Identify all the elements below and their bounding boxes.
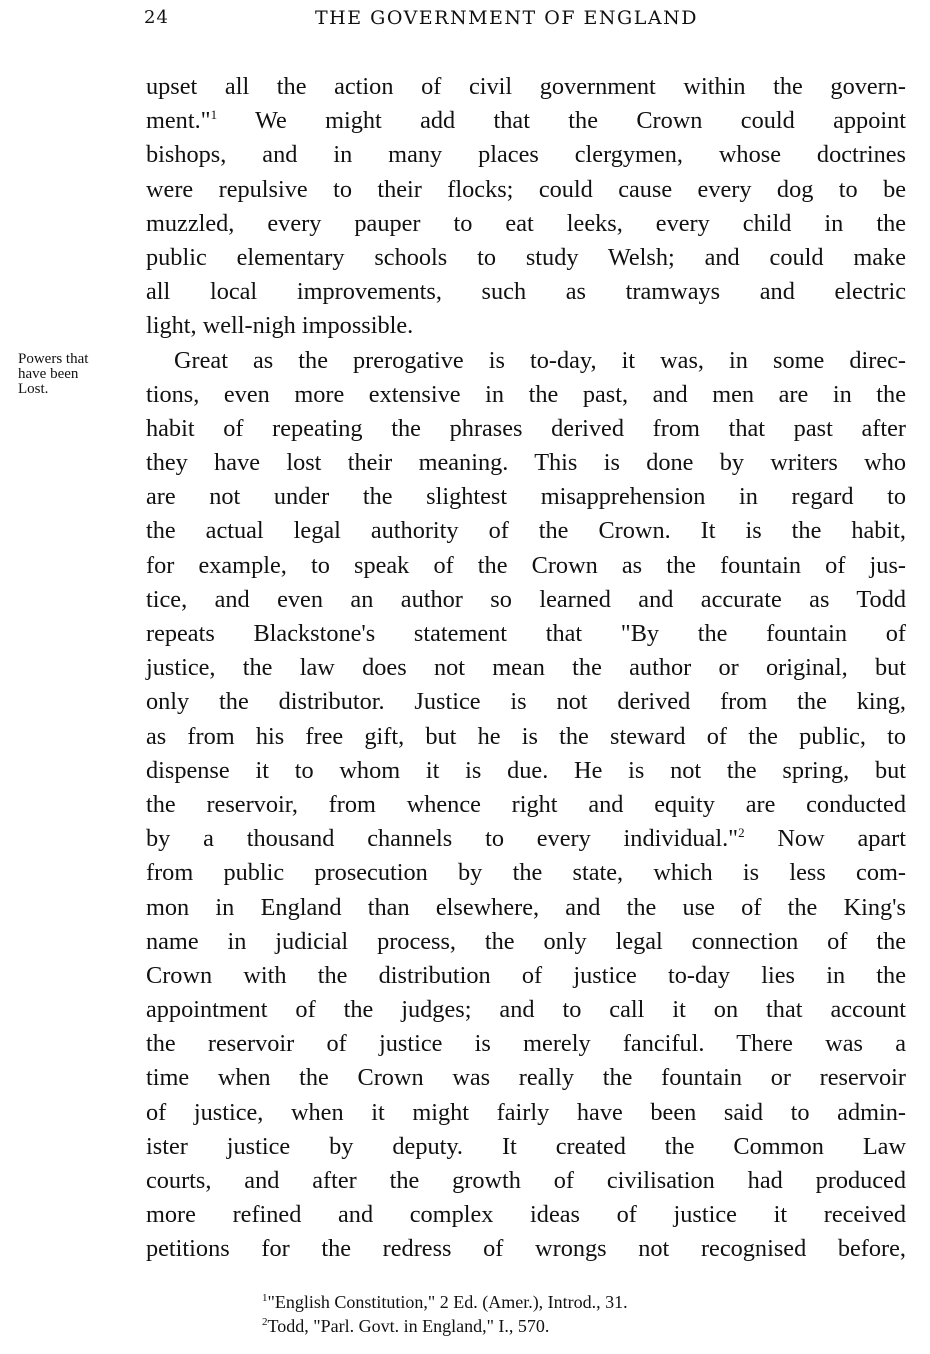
margin-note-line: Powers that [18, 351, 89, 367]
text-line: habit of repeating the phrases derived from that past after [146, 414, 906, 442]
text-line: the reservoir, from whence right and equity are conducted [146, 790, 906, 818]
text-line: from public prosecution by the state, which is less com- [146, 859, 906, 887]
margin-note-line: have been [18, 366, 79, 382]
margin-note-line: Lost. [18, 381, 49, 397]
footnote [262, 1290, 628, 1314]
text-line: upset all the action of civil government within the govern- [146, 73, 906, 100]
text-fragment: by a thousand channels to every individual." [146, 825, 739, 853]
text-line: petitions for the redress of wrongs not recognised before, [146, 1235, 906, 1263]
text-line: light, well-nigh impossible. [146, 312, 414, 340]
footnote-ref: 1 [210, 107, 218, 123]
body-text [146, 70, 906, 1267]
text-line: for example, to speak of the Crown as the fountain of jus- [146, 551, 906, 579]
margin-note [18, 352, 130, 397]
text-line: as from his free gift, but he is the steward of the public, to [146, 722, 906, 750]
text-line: appointment of the judges; and to call it on that account [146, 996, 906, 1024]
footnote-mark: 1 [262, 1292, 268, 1304]
text-fragment: Now apart [744, 825, 907, 853]
text-line: dispense it to whom it is due. He is not the spring, but [146, 756, 906, 784]
text-fragment: ment." [146, 107, 211, 135]
text-line: time when the Crown was really the fountain or reservoir [146, 1064, 906, 1092]
text-line: they have lost their meaning. This is done by writers who [146, 449, 906, 477]
text-line: of justice, when it might fairly have been said to admin- [146, 1098, 906, 1126]
footnote-text: Todd, "Parl. Govt. in England," I., 570. [267, 1316, 550, 1336]
footnotes [262, 1290, 628, 1338]
text-line: mon in England than elsewhere, and the use of the King's [146, 893, 906, 921]
text-line: the reservoir of justice is merely fanciful. There was a [146, 1030, 906, 1058]
text-line: Crown with the distribution of justice to-day lies in the [146, 961, 906, 989]
running-head: THE GOVERNMENT OF ENGLAND [315, 7, 698, 29]
footnote-text: "English Constitution," 2 Ed. (Amer.), Introd., 31. [267, 1292, 628, 1312]
text-line: ister justice by deputy. It created the Common Law [146, 1132, 906, 1160]
text-line: name in judicial process, the only legal connection of the [146, 927, 906, 955]
footnote [262, 1314, 628, 1338]
text-line [146, 822, 906, 856]
text-line: were repulsive to their flocks; could cause every dog to be [146, 175, 906, 203]
footnote-ref: 2 [738, 825, 745, 841]
text-line: public elementary schools to study Welsh; and could make [146, 243, 906, 271]
text-line: courts, and after the growth of civilisation had produced [146, 1167, 906, 1194]
text-line: Great as the prerogative is to-day, it was, in some direc- [174, 346, 906, 374]
text-line: only the distributor. Justice is not derived from the king, [146, 688, 906, 716]
text-line: repeats Blackstone's statement that "By the fountain of [146, 620, 906, 647]
text-line: all local improvements, such as tramways and electric [146, 278, 906, 306]
text-line: are not under the slightest misapprehension in regard to [146, 483, 906, 511]
text-line: tions, even more extensive in the past, and men are in the [146, 380, 906, 408]
text-line: muzzled, every pauper to eat leeks, every child in the [146, 209, 906, 237]
text-line: justice, the law does not mean the author or original, but [146, 654, 906, 682]
text-line: tice, and even an author so learned and accurate as Todd [146, 585, 906, 613]
footnote-mark: 2 [262, 1316, 268, 1328]
text-line [146, 104, 906, 138]
text-line: the actual legal authority of the Crown. It is the habit, [146, 517, 906, 545]
text-line: more refined and complex ideas of justice it received [146, 1201, 906, 1229]
text-fragment: We might add that the Crown could appoint [217, 107, 906, 135]
text-line: bishops, and in many places clergymen, whose doctrines [146, 141, 906, 169]
page-number: 24 [144, 7, 169, 28]
page-header [140, 7, 900, 33]
